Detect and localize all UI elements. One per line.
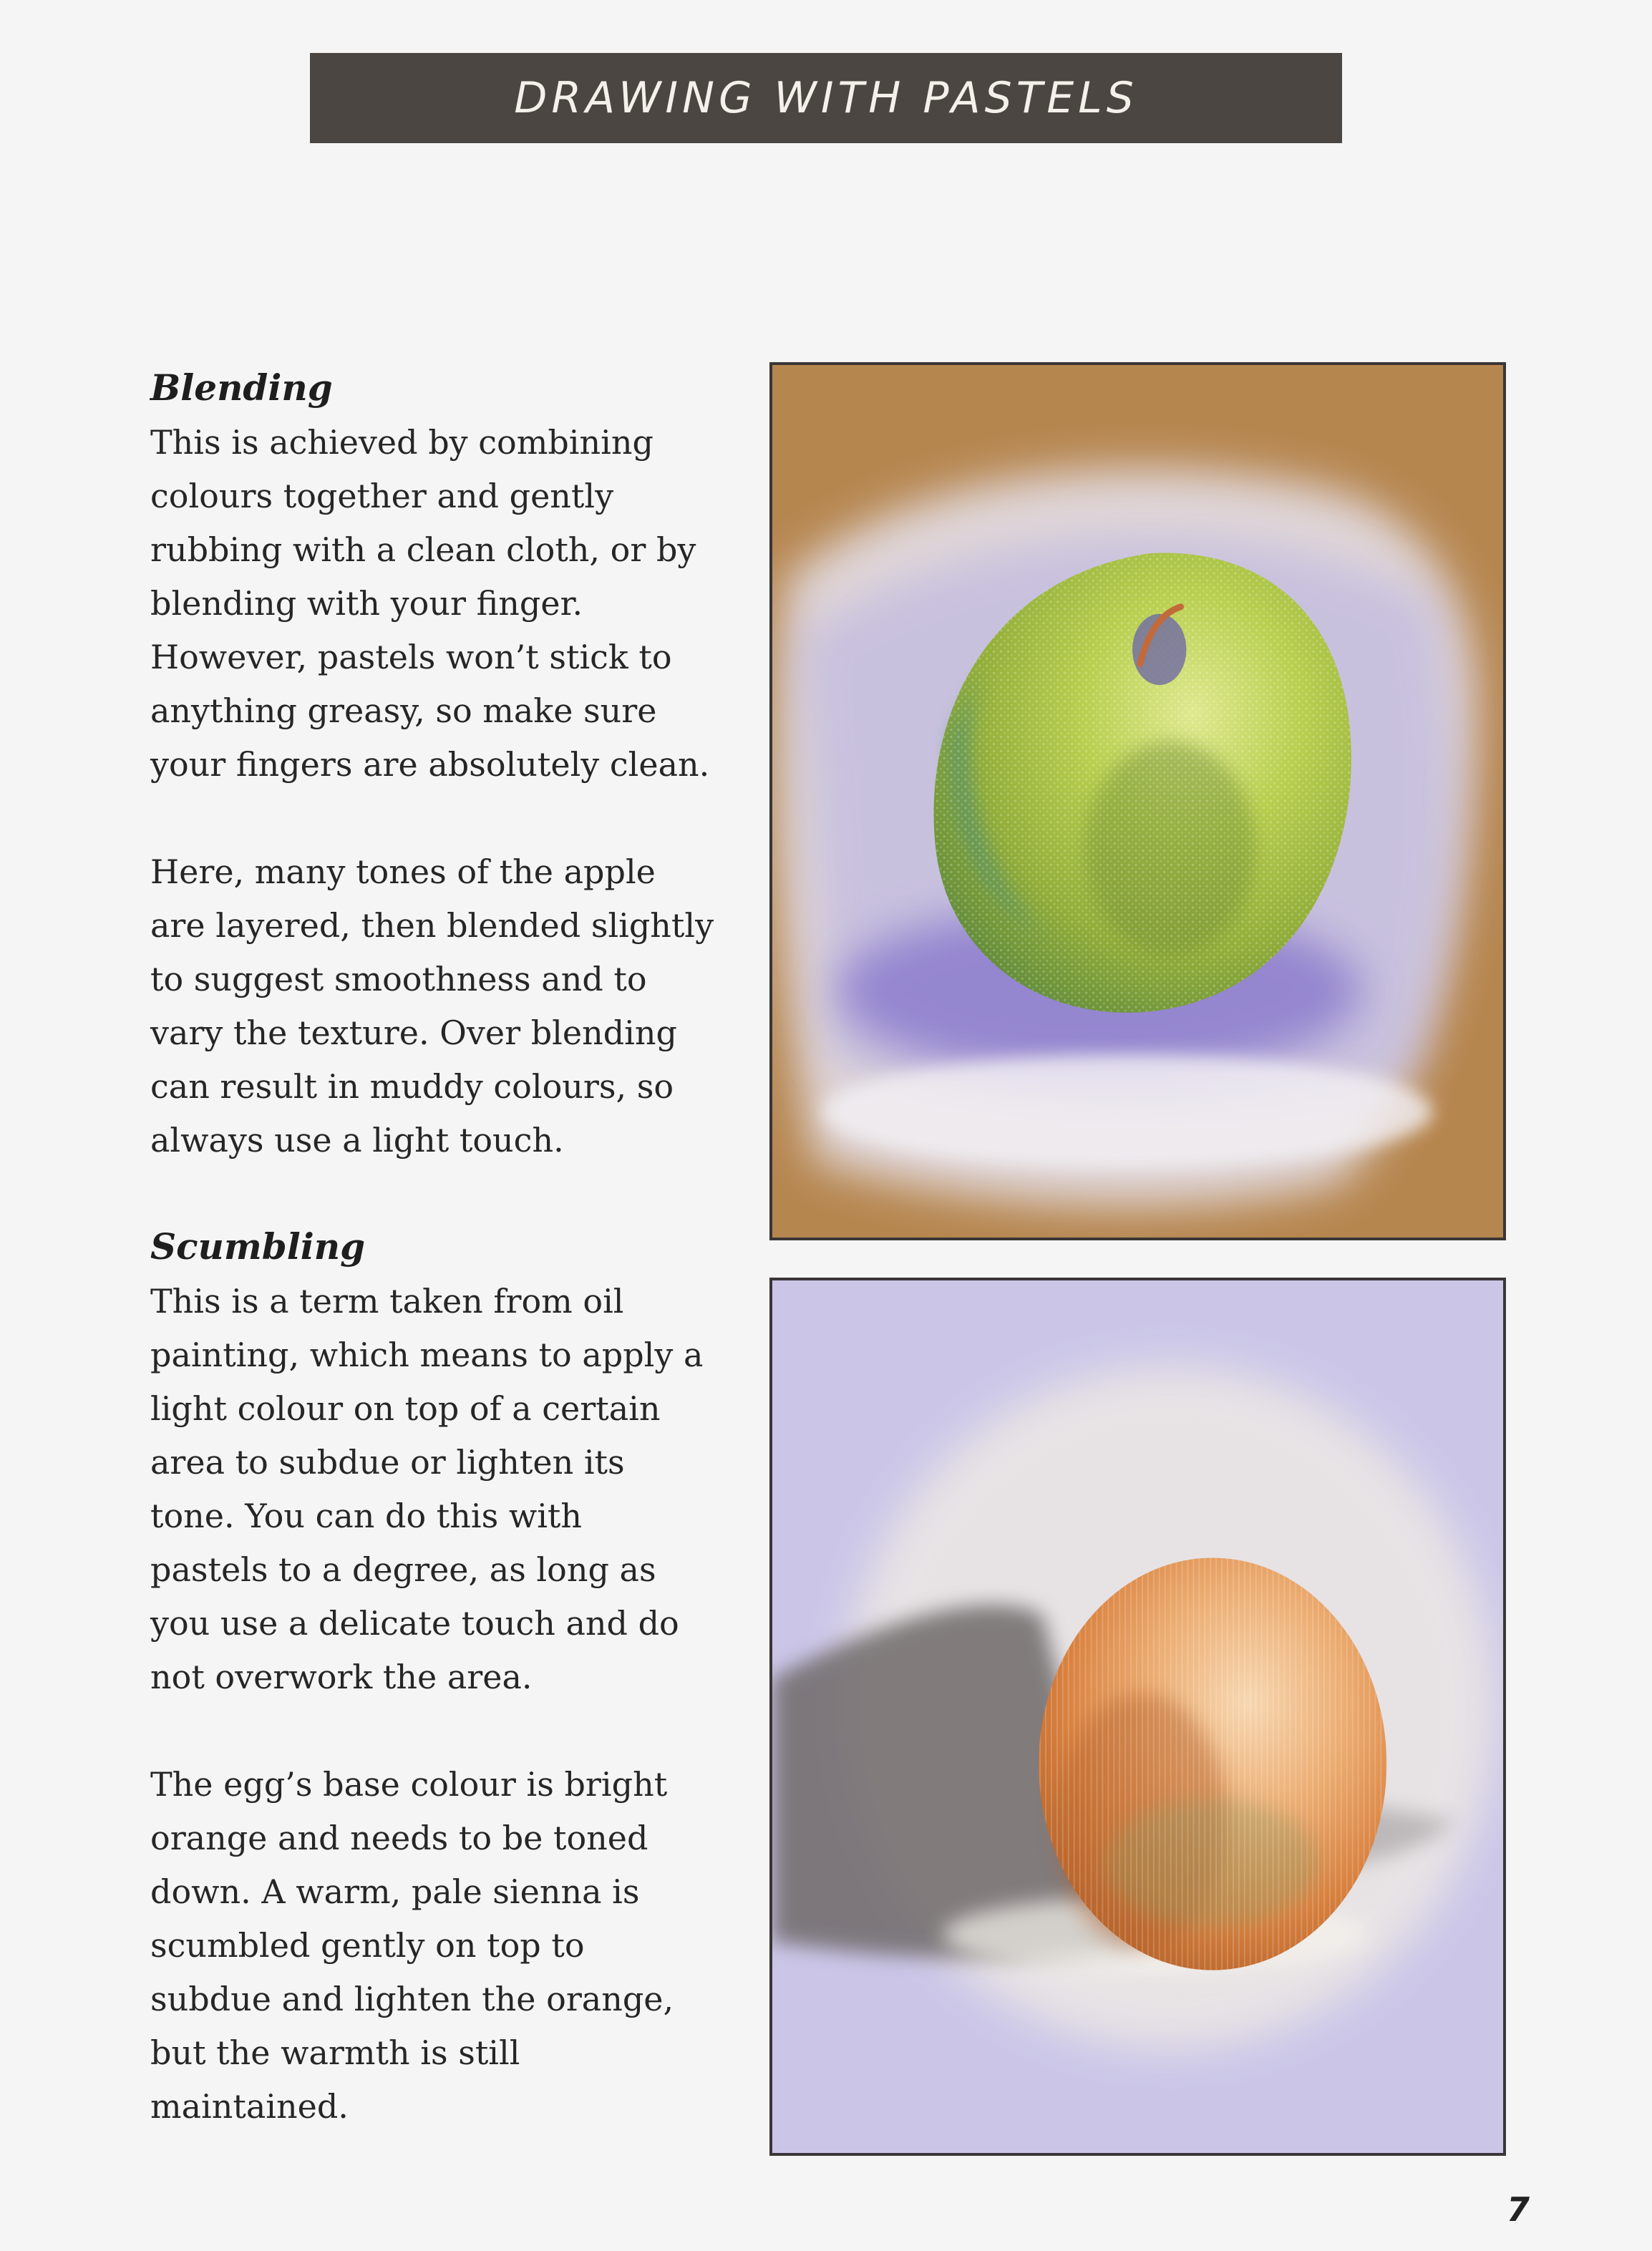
text-line: light colour on top of a certain — [150, 1389, 661, 1428]
text-line: blending with your finger. — [150, 584, 583, 623]
text-line: to suggest smoothness and to — [150, 960, 647, 998]
text-line: This is a term taken from oil — [150, 1282, 624, 1321]
text-line: colours together and gently — [150, 477, 614, 515]
text-line: your fingers are absolutely clean. — [150, 745, 710, 784]
text-line: not overwork the area. — [150, 1658, 533, 1696]
text-line: always use a light touch. — [150, 1121, 564, 1159]
text-line: Here, many tones of the apple — [150, 852, 656, 891]
paragraph-scumbling-1 — [150, 1275, 759, 1704]
table-highlight — [822, 1055, 1432, 1169]
text-line: pastels to a degree, as long as — [150, 1550, 656, 1589]
text-line: painting, which means to apply a — [150, 1336, 704, 1374]
text-line: but the warmth is still — [150, 2033, 520, 2072]
egg-texture — [1039, 1557, 1386, 1970]
text-line: orange and needs to be toned — [150, 1819, 648, 1857]
text-line: subdue and lighten the orange, — [150, 1980, 674, 2018]
heading-scumbling: Scumbling — [150, 1225, 366, 1268]
text-line: anything greasy, so make sure — [150, 691, 657, 730]
egg-drawing — [772, 1280, 1503, 2153]
text-line: vary the texture. Over blending — [150, 1013, 677, 1052]
text-line: However, pastels won’t stick to — [150, 638, 672, 676]
text-line: The egg’s base colour is bright — [150, 1765, 668, 1804]
text-line: can result in muddy colours, so — [150, 1067, 674, 1106]
text-line: maintained. — [150, 2087, 349, 2126]
text-line: scumbled gently on top to — [150, 1926, 585, 1965]
apple-illustration — [769, 362, 1506, 1240]
page-title: DRAWING WITH PASTELS — [514, 73, 1138, 123]
paragraph-scumbling-2 — [150, 1758, 759, 2134]
text-line: you use a delicate touch and do — [150, 1604, 679, 1643]
text-line: tone. You can do this with — [150, 1497, 583, 1535]
header-bar — [310, 53, 1342, 143]
paragraph-blending-2 — [150, 845, 759, 1167]
text-line: This is achieved by combining — [150, 423, 653, 462]
paragraph-blending-1 — [150, 416, 759, 792]
apple-drawing — [772, 365, 1503, 1238]
heading-blending: Blending — [150, 366, 333, 409]
text-line: down. A warm, pale sienna is — [150, 1872, 640, 1911]
egg-illustration — [769, 1278, 1506, 2156]
text-line: rubbing with a clean cloth, or by — [150, 530, 696, 569]
page-number: 7 — [1507, 2190, 1530, 2229]
text-line: area to subdue or lighten its — [150, 1443, 625, 1482]
text-line: are layered, then blended slightly — [150, 906, 714, 945]
